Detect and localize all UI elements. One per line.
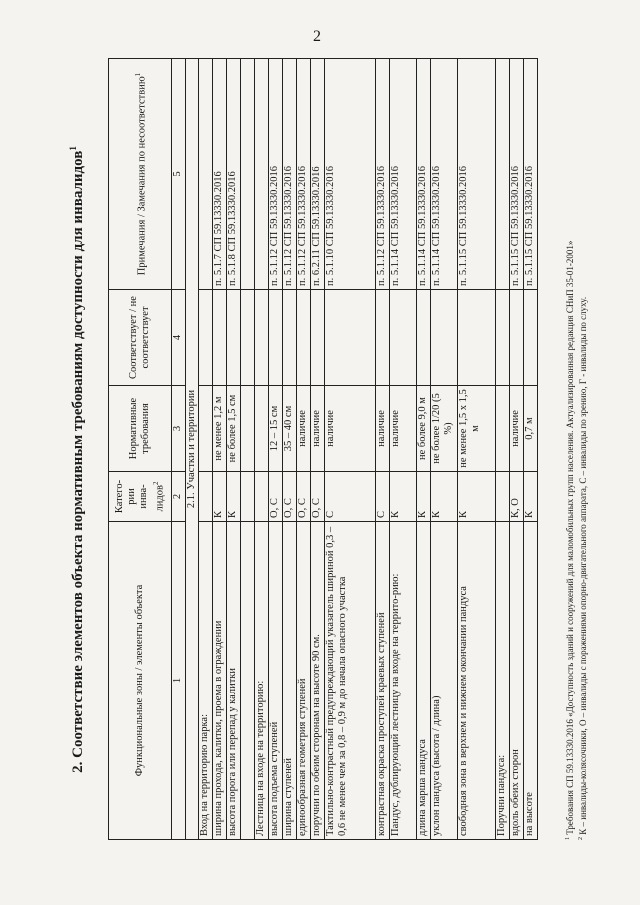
column-number-row — [172, 59, 186, 840]
row-element-cell: ширина ступеней — [283, 522, 297, 840]
table-row — [227, 59, 241, 840]
footnote: $^1$ Требования СП 59.13330.2016 «Доступность зданий и сооружений для маломобильных групп населения. Актуализированная редакция СНиП 35-01-2001» — [565, 240, 575, 840]
row-note-cell: п. 5.1.14 СП 59.13330.2016 — [431, 59, 458, 290]
row-note-cell — [199, 59, 213, 290]
row-element-cell — [241, 522, 255, 840]
row-element-cell: Лестница на входе на территорию: — [255, 522, 269, 840]
row-category-cell — [241, 472, 255, 522]
footnote: $^2$ К – инвалиды-колясочники, О – инвалиды с поражениями опорно-двигательного аппарата, С – инвалиды по зрению, Г - инвалиды по слуху. — [578, 296, 588, 840]
row-element-cell: контрастная окраска проступей краевых ступеней — [376, 522, 390, 840]
row-status-cell — [297, 290, 311, 386]
row-note-cell: п. 5.1.12 СП 59.13330.2016 — [297, 59, 311, 290]
row-status-cell — [376, 290, 390, 386]
row-category-cell: К — [213, 472, 227, 522]
row-status-cell — [269, 290, 283, 386]
row-element-cell: Вход на территорию парка: — [199, 522, 213, 840]
col-header-categories: Катего-рии инва-лидов$^2$ — [109, 472, 172, 522]
row-note-cell: п. 5.1.15 СП 59.13330.2016 — [510, 59, 524, 290]
table-row — [417, 59, 431, 840]
row-status-cell — [241, 290, 255, 386]
row-note-cell — [496, 59, 510, 290]
row-element-cell: высота подъема ступеней — [269, 522, 283, 840]
row-category-cell — [199, 472, 213, 522]
row-requirement-cell: наличие — [325, 386, 376, 472]
col-header-notes: Примечания / Замечания по несоответствию$^1$ — [109, 59, 172, 290]
section-title: 2.1. Участки и территории — [186, 59, 199, 840]
table-row — [297, 59, 311, 840]
row-category-cell: С — [325, 472, 376, 522]
row-element-cell: Поручни пандуса: — [496, 522, 510, 840]
row-element-cell: уклон пандуса (высота / длина) — [431, 522, 458, 840]
row-note-cell: п. 5.1.12 СП 59.13330.2016 — [376, 59, 390, 290]
row-requirement-cell: не менее 1,5 х 1,5 м — [458, 386, 496, 472]
row-element-cell: длина марша пандуса — [417, 522, 431, 840]
row-status-cell — [283, 290, 297, 386]
row-note-cell: п. 5.1.12 СП 59.13330.2016 — [269, 59, 283, 290]
col-number: 5 — [172, 59, 186, 290]
row-requirement-cell: 12 – 15 см — [269, 386, 283, 472]
table-row — [255, 59, 269, 840]
row-requirement-cell: не менее 1,2 м — [213, 386, 227, 472]
accessibility-table — [108, 58, 538, 840]
row-requirement-cell — [255, 386, 269, 472]
table-row — [510, 59, 524, 840]
table-row — [241, 59, 255, 840]
row-requirement-cell: наличие — [510, 386, 524, 472]
row-element-cell: свободная зона в верхнем и нижнем окончании пандуса — [458, 522, 496, 840]
row-status-cell — [524, 290, 538, 386]
row-category-cell: О, С — [311, 472, 325, 522]
row-category-cell: К — [458, 472, 496, 522]
heading-footnote-ref: 1 — [68, 146, 78, 151]
row-status-cell — [311, 290, 325, 386]
row-status-cell — [417, 290, 431, 386]
row-requirement-cell: не более 9,0 м — [417, 386, 431, 472]
page-number: 2 — [313, 28, 321, 45]
row-requirement-cell — [199, 386, 213, 472]
col-number: 3 — [172, 386, 186, 472]
row-note-cell: п. 5.1.15 СП 59.13330.2016 — [458, 59, 496, 290]
rotated-page-content — [63, 57, 603, 862]
row-category-cell — [496, 472, 510, 522]
row-note-cell: п. 5.1.14 СП 59.13330.2016 — [417, 59, 431, 290]
table-row — [376, 59, 390, 840]
row-requirement-cell: наличие — [390, 386, 417, 472]
row-category-cell: К — [431, 472, 458, 522]
row-element-cell: высота порога или перепад у калитки — [227, 522, 241, 840]
row-element-cell: на высоте — [524, 522, 538, 840]
row-element-cell: Пандус, дублирующий лестницу на входе на террито-рию: — [390, 522, 417, 840]
row-category-cell: К — [417, 472, 431, 522]
table-row — [213, 59, 227, 840]
row-requirement-cell: не более 1/20 (5 %) — [431, 386, 458, 472]
table-row — [431, 59, 458, 840]
footnotes — [563, 59, 589, 840]
row-note-cell — [255, 59, 269, 290]
row-status-cell — [510, 290, 524, 386]
row-note-cell: п. 6.2.11 СП 59.13330.2016 — [311, 59, 325, 290]
row-note-cell: п. 5.1.15 СП 59.13330.2016 — [524, 59, 538, 290]
row-requirement-cell — [496, 386, 510, 472]
table-row — [524, 59, 538, 840]
table-row — [325, 59, 376, 840]
row-status-cell — [325, 290, 376, 386]
heading-text: 2. Соответствие элементов объекта нормативным требованиям доступности для инвалидов — [70, 150, 86, 773]
row-requirement-cell — [241, 386, 255, 472]
row-requirement-cell: наличие — [311, 386, 325, 472]
row-requirement-cell: 0,7 м — [524, 386, 538, 472]
row-status-cell — [199, 290, 213, 386]
table-row — [199, 59, 213, 840]
section-row — [186, 59, 199, 840]
col-number: 4 — [172, 290, 186, 386]
col-number: 1 — [172, 522, 186, 840]
row-category-cell: К — [524, 472, 538, 522]
row-status-cell — [458, 290, 496, 386]
header-row — [109, 59, 172, 840]
section-heading — [63, 57, 88, 862]
table-row — [283, 59, 297, 840]
row-note-cell: п. 5.1.8 СП 59.13330.2016 — [227, 59, 241, 290]
row-category-cell: К — [390, 472, 417, 522]
row-category-cell: К, О — [510, 472, 524, 522]
row-note-cell: п. 5.1.7 СП 59.13330.2016 — [213, 59, 227, 290]
row-element-cell: единообразная геометрия ступеней — [297, 522, 311, 840]
table-row — [269, 59, 283, 840]
col-header-requirements: Нормативные требования — [109, 386, 172, 472]
row-element-cell: поручни по обеим сторонам на высоте 90 см. — [311, 522, 325, 840]
row-element-cell: ширина прохода, калитки, проема в ограждении — [213, 522, 227, 840]
table-row — [496, 59, 510, 840]
row-requirement-cell: не более 1,5 см — [227, 386, 241, 472]
row-requirement-cell: 35 – 40 см — [283, 386, 297, 472]
row-category-cell: К — [227, 472, 241, 522]
row-status-cell — [227, 290, 241, 386]
row-category-cell — [255, 472, 269, 522]
row-status-cell — [255, 290, 269, 386]
row-note-cell — [241, 59, 255, 290]
row-status-cell — [390, 290, 417, 386]
row-requirement-cell: наличие — [376, 386, 390, 472]
table-row — [311, 59, 325, 840]
row-note-cell: п. 5.1.14 СП 59.13330.2016 — [390, 59, 417, 290]
col-header-compliance: Соответствует / не соответствует — [109, 290, 172, 386]
row-note-cell: п. 5.1.12 СП 59.13330.2016 — [283, 59, 297, 290]
row-status-cell — [431, 290, 458, 386]
row-category-cell: О, С — [283, 472, 297, 522]
row-category-cell: С — [376, 472, 390, 522]
row-status-cell — [496, 290, 510, 386]
row-element-cell: Тактильно-контрастный предупреждающий указатель шириной 0,3 – 0,6 не менее чем за 0,8 – 0,9 м до начала опасного участка — [325, 522, 376, 840]
row-requirement-cell: наличие — [297, 386, 311, 472]
row-note-cell: п. 5.1.10 СП 59.13330.2016 — [325, 59, 376, 290]
col-number: 2 — [172, 472, 186, 522]
row-element-cell: вдоль обеих сторон — [510, 522, 524, 840]
row-category-cell: О, С — [297, 472, 311, 522]
row-status-cell — [213, 290, 227, 386]
col-header-elements: Функциональные зоны / элементы объекта — [109, 522, 172, 840]
table-row — [458, 59, 496, 840]
row-category-cell: О, С — [269, 472, 283, 522]
table-row — [390, 59, 417, 840]
